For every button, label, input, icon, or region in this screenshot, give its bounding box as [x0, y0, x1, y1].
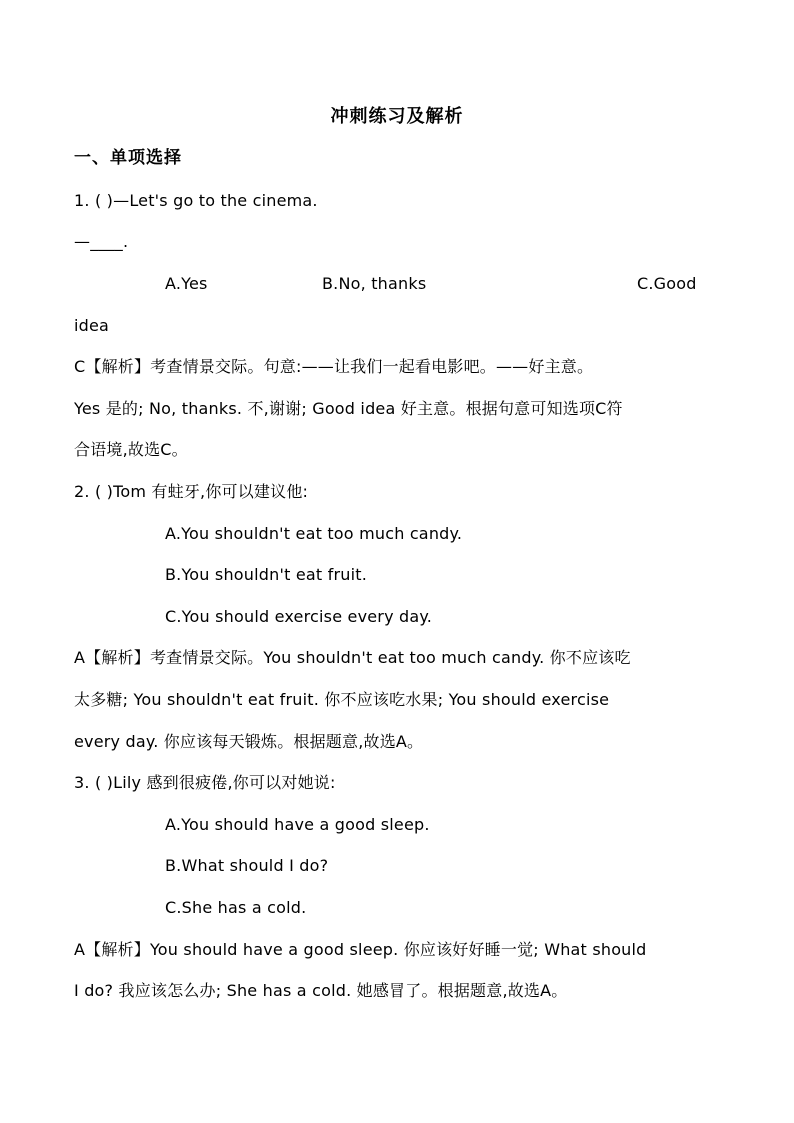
question-3-answer-line-1: A【解析】You should have a good sleep. 你应该好好睡一觉; What should	[74, 940, 647, 959]
question-1-answer-line-2: Yes 是的; No, thanks. 不,谢谢; Good idea 好主意。根据句意可知选项C符	[74, 399, 623, 418]
question-1-option-c: C.Good	[637, 274, 697, 293]
question-3-answer-line-2: I do? 我应该怎么办; She has a cold. 她感冒了。根据题意,故选A。	[74, 981, 568, 1000]
question-2-option-c: C.You should exercise every day.	[165, 607, 433, 626]
question-1-option-b: B.No, thanks	[322, 274, 427, 293]
page-title: 冲刺练习及解析	[330, 106, 464, 127]
question-2-stem: 2. ( )Tom 有蛀牙,你可以建议他:	[74, 482, 309, 501]
question-2-option-a: A.You shouldn't eat too much candy.	[165, 524, 463, 543]
question-3-option-c: C.She has a cold.	[165, 898, 307, 917]
question-3-stem: 3. ( )Lily 感到很疲倦,你可以对她说:	[74, 773, 336, 792]
question-3-option-a: A.You should have a good sleep.	[165, 815, 430, 834]
question-1-option-a: A.Yes	[165, 274, 208, 293]
question-1-answer-line-3: 合语境,故选C。	[74, 440, 188, 459]
question-1-blank: —____.	[74, 232, 129, 251]
question-3-option-b: B.What should I do?	[165, 856, 329, 875]
section-heading: 一、单项选择	[74, 148, 182, 168]
question-1-answer-line-1: C【解析】考查情景交际。句意:——让我们一起看电影吧。——好主意。	[74, 357, 594, 376]
question-1-stem: 1. ( )—Let's go to the cinema.	[74, 191, 318, 210]
question-1-option-c-wrap: idea	[74, 316, 110, 335]
question-2-answer-line-2: 太多糖; You shouldn't eat fruit. 你不应该吃水果; You should exercise	[74, 690, 610, 709]
question-2-option-b: B.You shouldn't eat fruit.	[165, 565, 367, 584]
question-2-answer-line-3: every day. 你应该每天锻炼。根据题意,故选A。	[74, 732, 424, 751]
question-2-answer-line-1: A【解析】考查情景交际。You shouldn't eat too much candy. 你不应该吃	[74, 648, 631, 667]
